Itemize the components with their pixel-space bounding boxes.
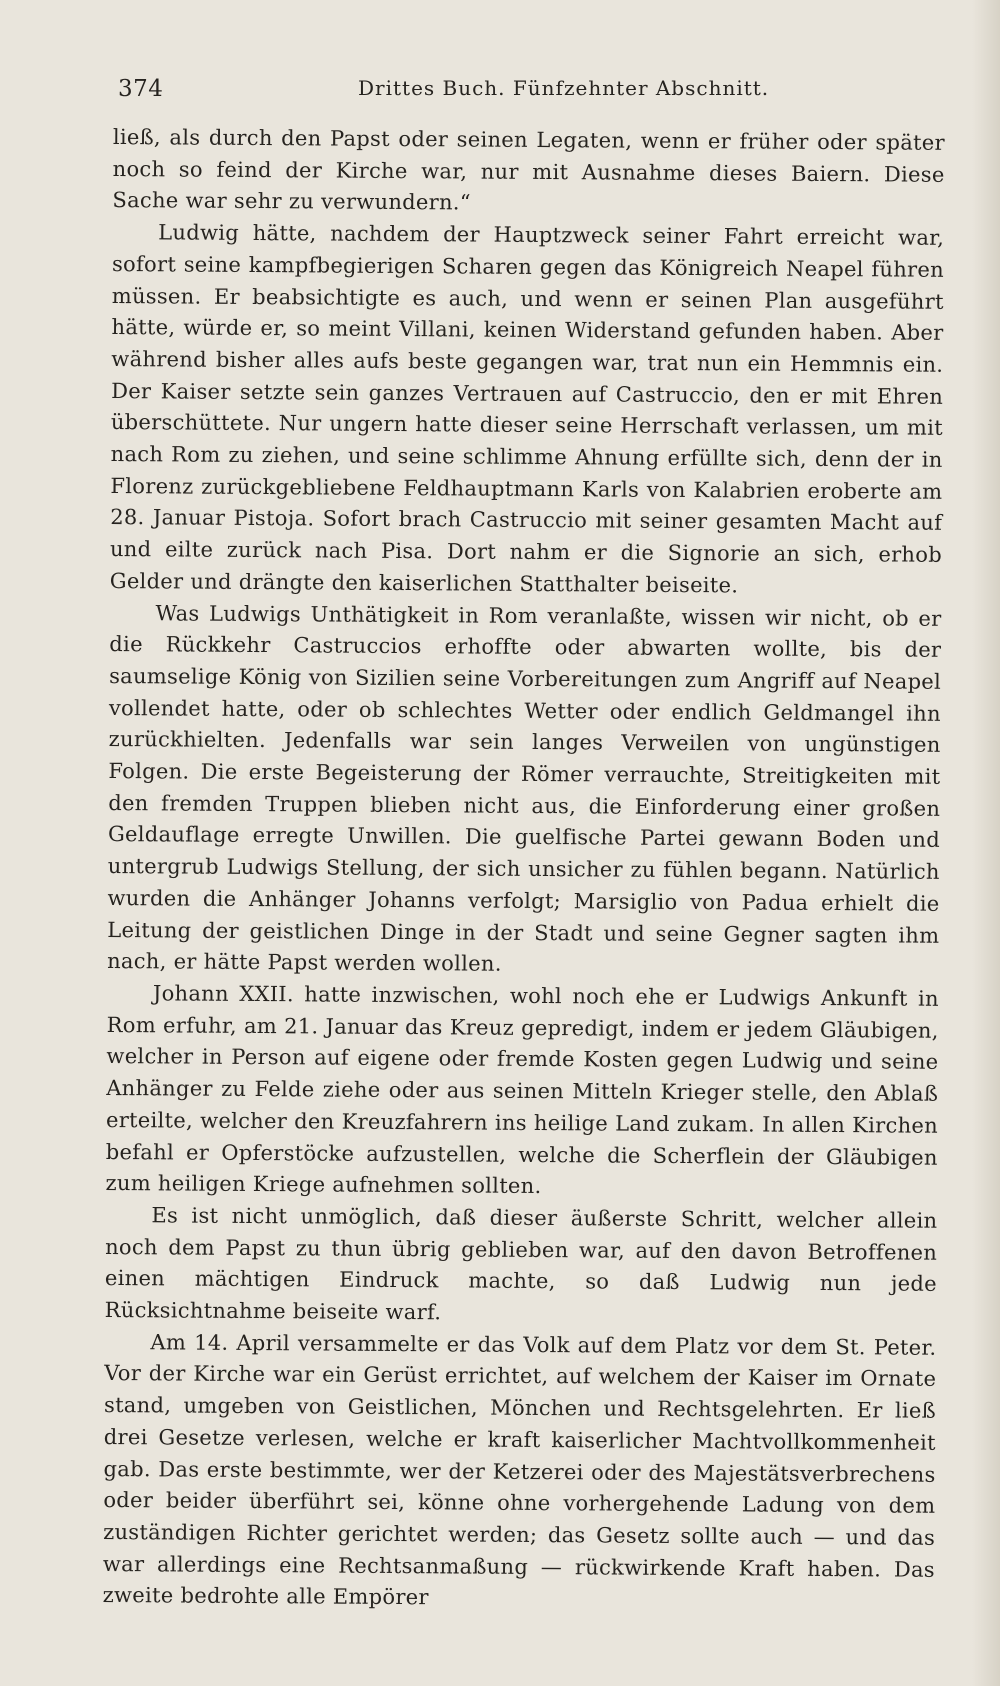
page-edge-shadow (972, 0, 1000, 1686)
paragraph: Was Ludwigs Unthätigkeit in Rom veranlaßte, wissen wir nicht, ob er die Rückkehr Castruccios erhoffte oder abwarten wollte, bis der saumselige König von Sizilien seine Vorbereitungen zum Angriff auf Neapel vollendet hatte, oder ob schlechtes Wetter oder endlich Geldmangel ihn zurückhielten. Jedenfalls war sein langes Verweilen von ungünstigen Folgen. Die erste Begeisterung der Römer verrauchte, Streitigkeiten mit den fremden Truppen blieben nicht aus, die Einforderung einer großen Geldauflage erregte Unwillen. Die guelfische Partei gewann Boden und untergrub Ludwigs Stellung, der sich unsicher zu fühlen begann. Natürlich wurden die Anhänger Johanns verfolgt; Marsiglio von Padua erhielt die Leitung der geistlichen Dinge in der Stadt und seine Gegner sagten ihm nach, er hätte Papst werden wollen. (107, 600, 942, 977)
paragraph: Es ist nicht unmöglich, daß dieser äußerste Schritt, welcher allein noch dem Papst zu thun übrig geblieben war, auf den davon Betroffenen einen mächtigen Eindruck machte, so daß Ludwig nun jede Rücksichtnahme beiseite warf. (104, 1203, 938, 1325)
paragraph: Ludwig hätte, nachdem der Hauptzweck seiner Fahrt erreicht war, sofort seine kampfbegierigen Scharen gegen das Königreich Neapel führen müssen. Er beabsichtigte es auch, und wenn er seinen Plan ausgeführt hätte, würde er, so meint Villani, keinen Widerstand gefunden haben. Aber während bisher alles aufs beste gegangen war, trat nun ein Hemmnis ein. Der Kaiser setzte sein ganzes Vertrauen auf Castruccio, den er mit Ehren überschüttete. Nur ungern hatte dieser seine Herrschaft verlassen, um mit nach Rom zu ziehen, und seine schlimme Ahnung erfüllte sich, denn der in Florenz zurückgebliebene Feldhauptmann Karls von Kalabrien eroberte am 28. Januar Pistoja. Sofort brach Castruccio mit seiner gesamten Macht auf und eilte zurück nach Pisa. Dort nahm er die Signorie an sich, erhob Gelder und drängte den kaiserlichen Statthalter beiseite. (109, 220, 945, 598)
page-header (118, 76, 938, 110)
paragraph: Am 14. April versammelte er das Volk auf dem Platz vor dem St. Peter. Vor der Kirche war ein Gerüst errichtet, auf welchem der Kaiser im Ornate stand, umgeben von Geistlichen, Mönchen und Rechtsgelehrten. Er ließ drei Gesetze verlesen, welche er kraft kaiserlicher Machtvollkommenheit gab. Das erste bestimmte, wer der Ketzerei oder des Majestätsverbrechens oder beider überführt sei, könne ohne vorhergehende Ladung von dem zuständigen Richter gerichtet werden; das Gesetz sollte auch — und das war allerdings eine Rechtsanmaßung — rückwirkende Kraft haben. Das zweite bedrohte alle Empörer (102, 1330, 937, 1610)
page-number: 374 (118, 76, 164, 102)
paragraph-continuation: ließ, als durch den Papst oder seinen Legaten, wenn er früher oder später noch so feind der Kirche war, nur mit Ausnahme dieses Baiern. Diese Sache war sehr zu verwundern.“ (112, 124, 945, 215)
body-text (103, 122, 945, 1618)
running-head: Drittes Buch. Fünfzehnter Abschnitt. (358, 76, 770, 100)
paragraph: Johann XXII. hatte inzwischen, wohl noch ehe er Ludwigs Ankunft in Rom erfuhr, am 21. Januar das Kreuz gepredigt, indem er jedem Gläubigen, welcher in Person auf eigene oder fremde Kosten gegen Ludwig und seine Anhänger zu Felde ziehe oder aus seinen Mitteln Krieger stelle, den Ablaß erteilte, welcher den Kreuzfahrern ins heilige Land zukam. In allen Kirchen befahl er Opferstöcke aufzustellen, welche die Scherflein der Gläubigen zum heiligen Kriege aufnehmen sollten. (105, 981, 939, 1199)
